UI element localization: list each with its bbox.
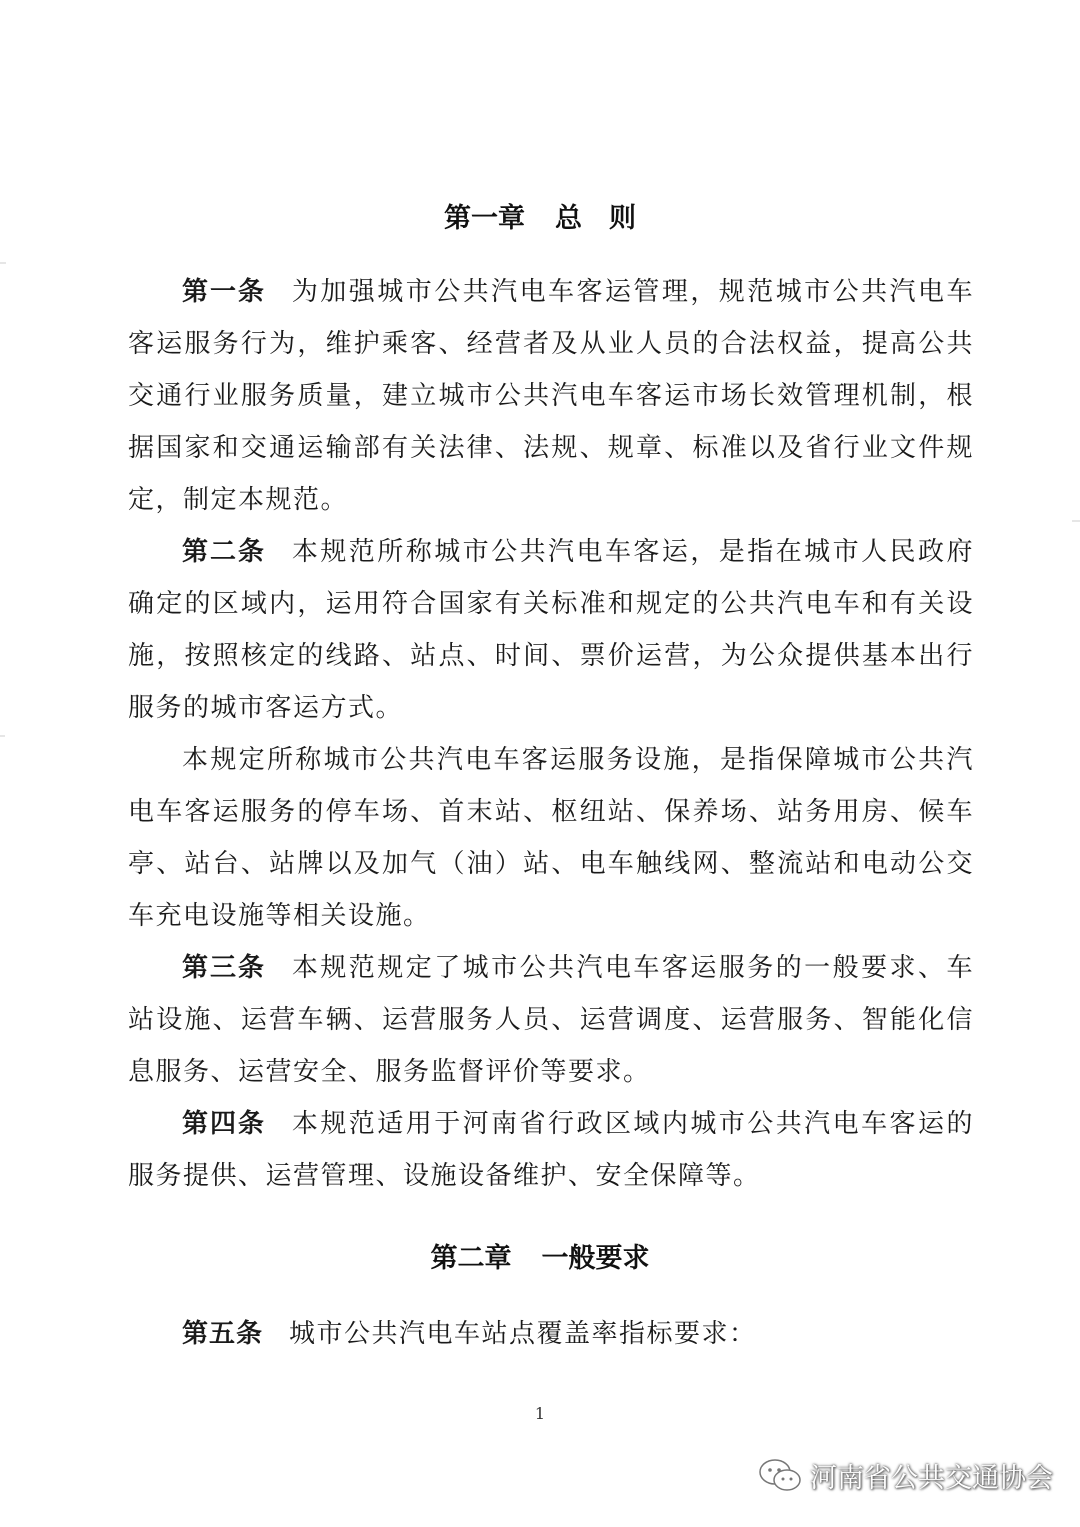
article-3-label: 第三条 <box>182 953 266 983</box>
watermark <box>758 1456 1053 1495</box>
article-2 <box>128 526 974 734</box>
article-2-label: 第二条 <box>182 537 266 567</box>
chapter-1-title: 总 则 <box>555 203 636 234</box>
article-4 <box>128 1098 974 1202</box>
scan-mark <box>0 735 5 737</box>
chapter-2-heading <box>0 1236 1080 1275</box>
scan-mark <box>0 262 6 264</box>
chapter-1-heading <box>0 196 1080 235</box>
article-3-text: 本规范规定了城市公共汽电车客运服务的一般要求、车站设施、运营车辆、运营服务人员、运营调度、运营服务、智能化信息服务、运营安全、服务监督评价等要求。 <box>128 953 974 1087</box>
article-2-paragraph-2-text: 本规定所称城市公共汽电车客运服务设施，是指保障城市公共汽电车客运服务的停车场、首末站、枢纽站、保养场、站务用房、候车亭、站台、站牌以及加气（油）站、电车触线网、整流站和电动公交车充电设施等相关设施。 <box>128 745 974 931</box>
page-number: 1 <box>534 1404 546 1423</box>
watermark-text: 河南省公共交通协会 <box>810 1463 1053 1494</box>
article-4-label: 第四条 <box>182 1109 266 1139</box>
chapter-2-title: 一般要求 <box>541 1243 650 1274</box>
article-3 <box>128 942 974 1098</box>
chapter-2-number: 第二章 <box>430 1243 512 1274</box>
article-1-label: 第一条 <box>182 277 266 307</box>
chapter-1-number: 第一章 <box>444 203 525 234</box>
article-5-label: 第五条 <box>182 1319 264 1349</box>
article-1-text: 为加强城市公共汽电车客运管理，规范城市公共汽电车客运服务行为，维护乘客、经营者及从业人员的合法权益，提高公共交通行业服务质量，建立城市公共汽电车客运市场长效管理机制，根据国家和交通运输部有关法律、法规、规章、标准以及省行业文件规定，制定本规范。 <box>128 277 974 515</box>
article-5 <box>128 1308 974 1360</box>
article-5-text: 城市公共汽电车站点覆盖率指标要求： <box>289 1319 757 1349</box>
article-2-paragraph-2 <box>128 734 974 942</box>
article-2-text: 本规范所称城市公共汽电车客运，是指在城市人民政府确定的区域内，运用符合国家有关标准和规定的公共汽电车和有关设施，按照核定的线路、站点、时间、票价运营，为公众提供基本出行服务的城市客运方式。 <box>128 537 974 723</box>
scan-mark <box>1072 520 1080 522</box>
article-4-text: 本规范适用于河南省行政区域内城市公共汽电车客运的服务提供、运营管理、设施设备维护、安全保障等。 <box>128 1109 974 1191</box>
wechat-icon <box>758 1458 802 1494</box>
article-1 <box>128 266 974 526</box>
